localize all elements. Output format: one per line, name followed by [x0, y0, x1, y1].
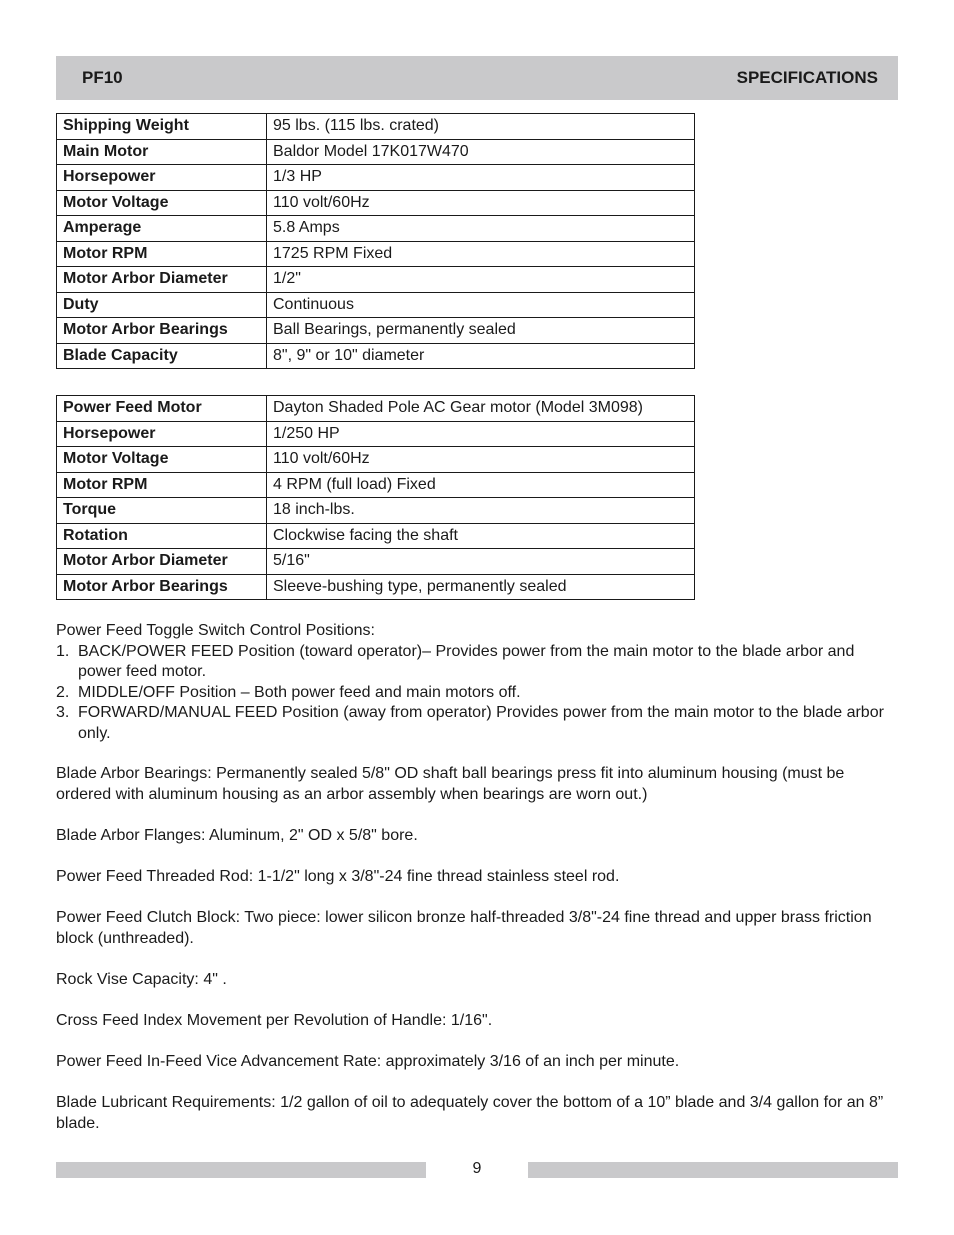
table-row [57, 267, 695, 293]
list-text: MIDDLE/OFF Position – Both power feed and main motors off. [78, 683, 521, 701]
table-row [57, 472, 695, 498]
table-row [57, 241, 695, 267]
spec-value: Dayton Shaded Pole AC Gear motor (Model 3M098) [267, 396, 695, 422]
table-row [57, 523, 695, 549]
table-row [57, 396, 695, 422]
arbor-bearings-paragraph: Blade Arbor Bearings: Permanently sealed 5/8" OD shaft ball bearings press fit into aluminum housing (must be ordered with aluminum housing as an arbor assembly when bearings are worn out.) [56, 765, 845, 803]
list-text: BACK/POWER FEED Position (toward operator)– Provides power from the main motor to the blade arbor and power feed motor. [78, 642, 855, 680]
spec-label: Motor Voltage [57, 190, 267, 216]
spec-value: 1/250 HP [267, 421, 695, 447]
footer-bar-right [528, 1162, 898, 1178]
spec-value: 18 inch-lbs. [267, 498, 695, 524]
table-row [57, 165, 695, 191]
header-bar [56, 56, 898, 100]
spec-label: Shipping Weight [57, 114, 267, 140]
spec-value: 1/3 HP [267, 165, 695, 191]
spec-value: Continuous [267, 292, 695, 318]
toggle-intro: Power Feed Toggle Switch Control Positions: [56, 622, 375, 639]
spec-value: 1725 RPM Fixed [267, 241, 695, 267]
table-row [57, 318, 695, 344]
arbor-flanges-paragraph: Blade Arbor Flanges: Aluminum, 2" OD x 5/8" bore. [56, 827, 418, 844]
spec-label: Blade Capacity [57, 343, 267, 369]
table-row [57, 498, 695, 524]
spec-label: Motor RPM [57, 241, 267, 267]
lubricant-paragraph: Blade Lubricant Requirements: 1/2 gallon of oil to adequately cover the bottom of a 10” blade and 3/4 gallon for an 8” blade. [56, 1094, 884, 1132]
spec-label: Motor RPM [57, 472, 267, 498]
table-row [57, 292, 695, 318]
table-row [57, 190, 695, 216]
table-row [57, 447, 695, 473]
footer-bar-left [56, 1162, 426, 1178]
spec-value: Sleeve-bushing type, permanently sealed [267, 574, 695, 600]
list-item [56, 642, 901, 683]
power-feed-spec-table [56, 395, 695, 600]
spec-label: Motor Arbor Diameter [57, 267, 267, 293]
spec-label: Amperage [57, 216, 267, 242]
spec-label: Power Feed Motor [57, 396, 267, 422]
vise-capacity-paragraph: Rock Vise Capacity: 4" . [56, 971, 227, 988]
spec-label: Motor Voltage [57, 447, 267, 473]
spec-value: 5.8 Amps [267, 216, 695, 242]
list-number: 3. [56, 704, 70, 721]
spec-label: Torque [57, 498, 267, 524]
spec-label: Motor Arbor Diameter [57, 549, 267, 575]
main-motor-spec-table [56, 113, 695, 369]
spec-label: Motor Arbor Bearings [57, 318, 267, 344]
spec-value: 1/2" [267, 267, 695, 293]
spec-label: Motor Arbor Bearings [57, 574, 267, 600]
spec-label: Rotation [57, 523, 267, 549]
table-row [57, 574, 695, 600]
spec-value: 8", 9" or 10" diameter [267, 343, 695, 369]
table-row [57, 139, 695, 165]
list-text: FORWARD/MANUAL FEED Position (away from operator) Provides power from the main motor to the blade arbor only. [78, 704, 884, 742]
clutch-block-paragraph: Power Feed Clutch Block: Two piece: lower silicon bronze half-threaded 3/8"-24 fine thread and upper brass friction block (unthreaded). [56, 909, 872, 947]
list-item [56, 683, 901, 704]
spec-value: 95 lbs. (115 lbs. crated) [267, 114, 695, 140]
spec-value: Clockwise facing the shaft [267, 523, 695, 549]
spec-value: 4 RPM (full load) Fixed [267, 472, 695, 498]
table-row [57, 549, 695, 575]
page-number: 9 [472, 1160, 482, 1177]
cross-feed-paragraph: Cross Feed Index Movement per Revolution of Handle: 1/16". [56, 1012, 493, 1029]
spec-label: Main Motor [57, 139, 267, 165]
spec-value: 110 volt/60Hz [267, 447, 695, 473]
spec-value: 110 volt/60Hz [267, 190, 695, 216]
list-number: 2. [56, 683, 70, 701]
toggle-positions-list [56, 642, 901, 745]
spec-value: Baldor Model 17K017W470 [267, 139, 695, 165]
list-item [56, 703, 901, 744]
spec-label: Horsepower [57, 421, 267, 447]
threaded-rod-paragraph: Power Feed Threaded Rod: 1-1/2" long x 3/8"-24 fine thread stainless steel rod. [56, 868, 620, 885]
list-number: 1. [56, 642, 70, 660]
model-name: PF10 [82, 68, 123, 87]
table-row [57, 216, 695, 242]
table-row [57, 343, 695, 369]
table-row [57, 114, 695, 140]
spec-label: Duty [57, 292, 267, 318]
toggle-switch-section [56, 621, 901, 744]
advancement-rate-paragraph: Power Feed In-Feed Vice Advancement Rate: approximately 3/16 of an inch per minute. [56, 1053, 680, 1070]
spec-value: 5/16" [267, 549, 695, 575]
table-row [57, 421, 695, 447]
spec-value: Ball Bearings, permanently sealed [267, 318, 695, 344]
section-title: SPECIFICATIONS [736, 68, 878, 87]
spec-label: Horsepower [57, 165, 267, 191]
